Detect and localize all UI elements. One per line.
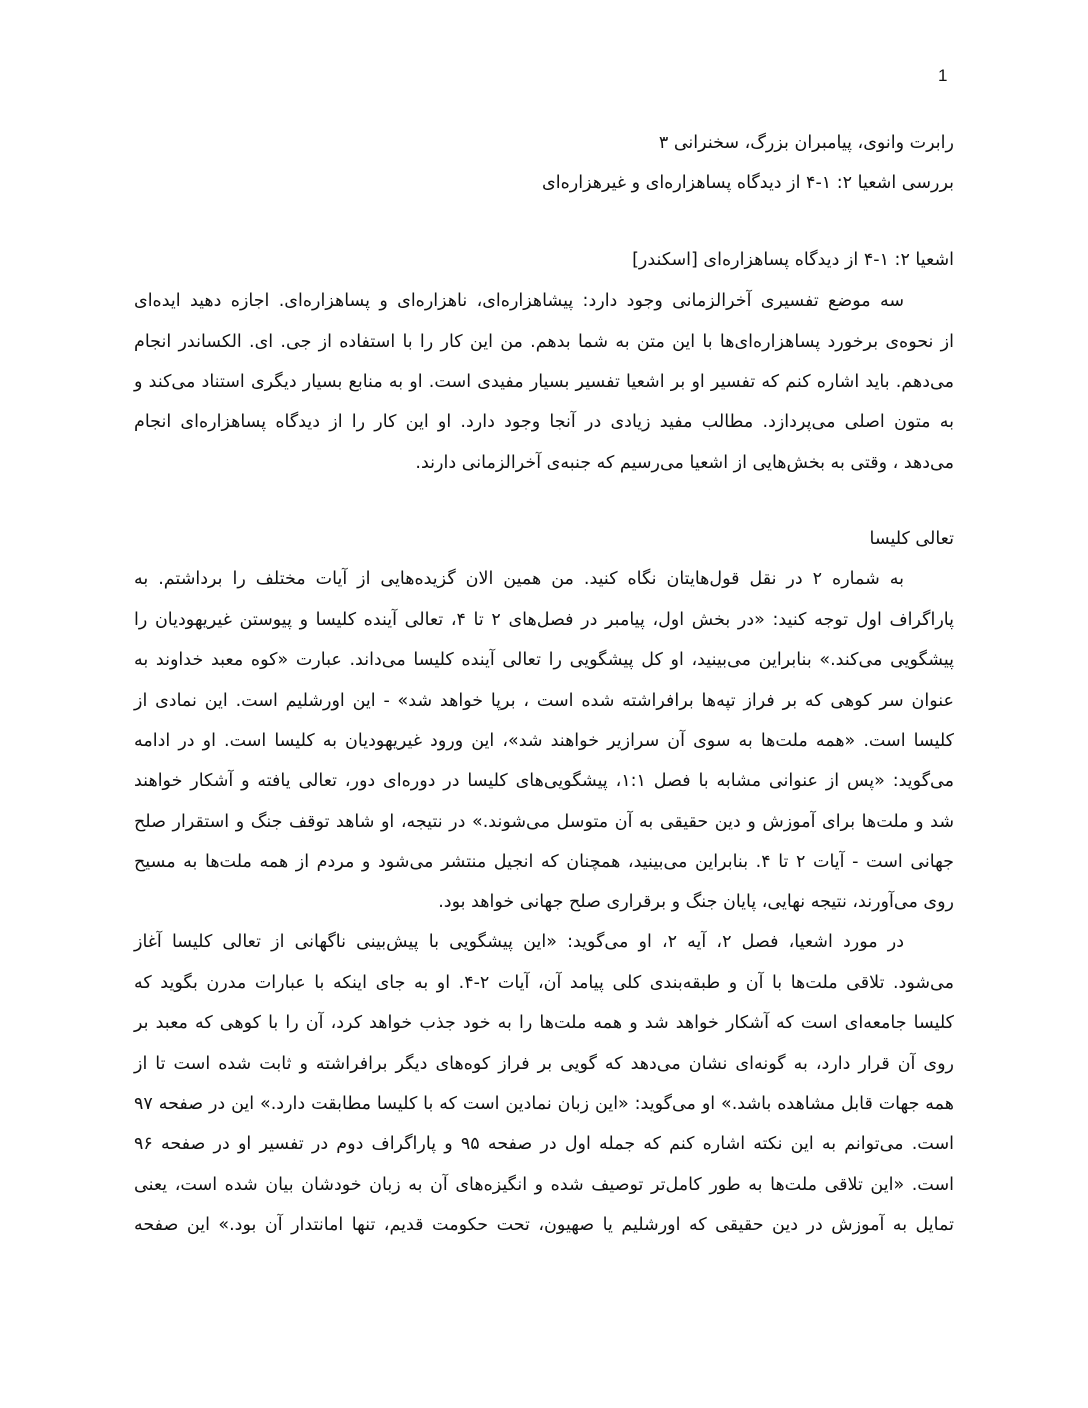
paragraph-line: عنوان سر کوهی که بر فراز تپه‌ها برافراشته شده است ، برپا خواهد شد» - این اورشلیم است. این نمادی از <box>134 691 954 711</box>
paragraph-line: است. «این تلاقی ملت‌ها به طور کامل‌تر توصیف شده و انگیزه‌های آن به زبان خودشان بیان شده است، یعنی <box>134 1175 954 1195</box>
document-subtitle: بررسی اشعیا ۲: ۱-۴ از دیدگاه پساهزاره‌ای و غیرهزاره‌ای <box>542 173 954 193</box>
section-heading-postmillennial: اشعیا ۲: ۱-۴ از دیدگاه پساهزاره‌ای [اسکندر] <box>632 250 954 270</box>
paragraph-line: می‌شود. تلاقی ملت‌ها با آن و طبقه‌بندی کلی پیامد آن، آیات ۲-۴. او به جای اینکه با عبارات مدرن بگوید که <box>134 973 954 993</box>
paragraph-line: در مورد اشعیا، فصل ۲، آیه ۲، او می‌گوید: «این پیشگویی با پیش‌بینی ناگهانی از تعالی کلیسا آغاز <box>134 932 905 952</box>
page-number: 1 <box>938 66 948 85</box>
paragraph-line: همه جهات قابل مشاهده باشد.» او می‌گوید: «این زبان نمادین است که با کلیسا مطابقت دارد.» این در صفحه ۹۷ <box>134 1094 954 1114</box>
paragraph-line: می‌گوید: «پس از عنوانی مشابه با فصل ۱:۱، پیشگویی‌های کلیسا در دوره‌ای دور، تعالی یافته و آشکار خواهند <box>134 771 955 791</box>
paragraph-line: می‌دهد ، وقتی به بخش‌هایی از اشعیا می‌رسیم که جنبه‌ی آخرالزمانی دارند. <box>415 453 954 473</box>
paragraph-line: روی آن قرار دارد، به گونه‌ای نشان می‌دهد که گویی بر فراز کوه‌های دیگر برافراشته و ثابت شده است تا از <box>134 1054 954 1074</box>
paragraph-line: کلیسا است. «همه ملت‌ها به سوی آن سرازیر خواهند شد»، این ورود غیریهودیان به کلیسا است. او در ادامه <box>134 731 954 751</box>
paragraph-line: شد و ملت‌ها برای آموزش و دین حقیقی به آن متوسل می‌شوند.» در نتیجه، او شاهد توقف جنگ و استقرار صلح <box>134 812 954 832</box>
document-title: رابرت وانوی، پیامبران بزرگ، سخنرانی ۳ <box>658 133 954 153</box>
paragraph-line: سه موضع تفسیری آخرالزمانی وجود دارد: پیشاهزاره‌ای، ناهزاره‌ای و پساهزاره‌ای. اجازه دهید ایده‌ای <box>134 291 904 311</box>
paragraph-line: به شماره ۲ در نقل قول‌هایتان نگاه کنید. من همین الان گزیده‌هایی از آیات مختلف را برداشتم. به <box>134 569 904 589</box>
paragraph-line: کلیسا جامعه‌ای است که آشکار خواهد شد و همه ملت‌ها را به خود جذب خواهد کرد، آن را با کوهی که معبد بر <box>134 1013 954 1033</box>
paragraph-line: جهانی است - آیات ۲ تا ۴. بنابراین می‌بینید، همچنان که انجیل منتشر می‌شود و مردم از همه ملت‌ها به مسیح <box>134 852 954 872</box>
paragraph-line: پیشگویی می‌کند.» بنابراین می‌بینید، او کل پیشگویی را تعالی آینده کلیسا می‌داند. عبارت «کوه معبد خداوند به <box>134 650 954 670</box>
paragraph-line: به متون اصلی می‌پردازد. مطالب مفید زیادی در آنجا وجود دارد. او این کار را از دیدگاه پساهزاره‌ای انجام <box>134 412 954 432</box>
paragraph-line: از نحوه‌ی برخورد پساهزاره‌ای‌ها با این متن به شما بدهم. من این کار را با استفاده از جی. ای. الکساندر انجام <box>134 332 954 352</box>
paragraph-line: روی می‌آورند، نتیجه نهایی، پایان جنگ و برقراری صلح جهانی خواهد بود. <box>438 892 954 912</box>
paragraph-line: تمایل به آموزش در دین حقیقی که اورشلیم یا صهیون، تحت حکومت قدیم، تنها امانتدار آن بود.» این صفحه <box>134 1215 954 1235</box>
paragraph-line: پاراگراف اول توجه کنید: «در بخش اول، پیامبر در فصل‌های ۲ تا ۴، تعالی آینده کلیسا و پیوستن غیریهودیان را <box>134 610 954 630</box>
paragraph-line: است. می‌توانم به این نکته اشاره کنم که جمله اول در صفحه ۹۵ و پاراگراف دوم در تفسیر او در صفحه ۹۶ <box>134 1134 954 1154</box>
paragraph-line: می‌دهم. باید اشاره کنم که تفسیر او بر اشعیا تفسیر بسیار مفیدی است. او به منابع بسیار دیگری استناد می‌کند و <box>134 372 954 392</box>
section-heading-church-exaltation: تعالی کلیسا <box>869 529 954 549</box>
